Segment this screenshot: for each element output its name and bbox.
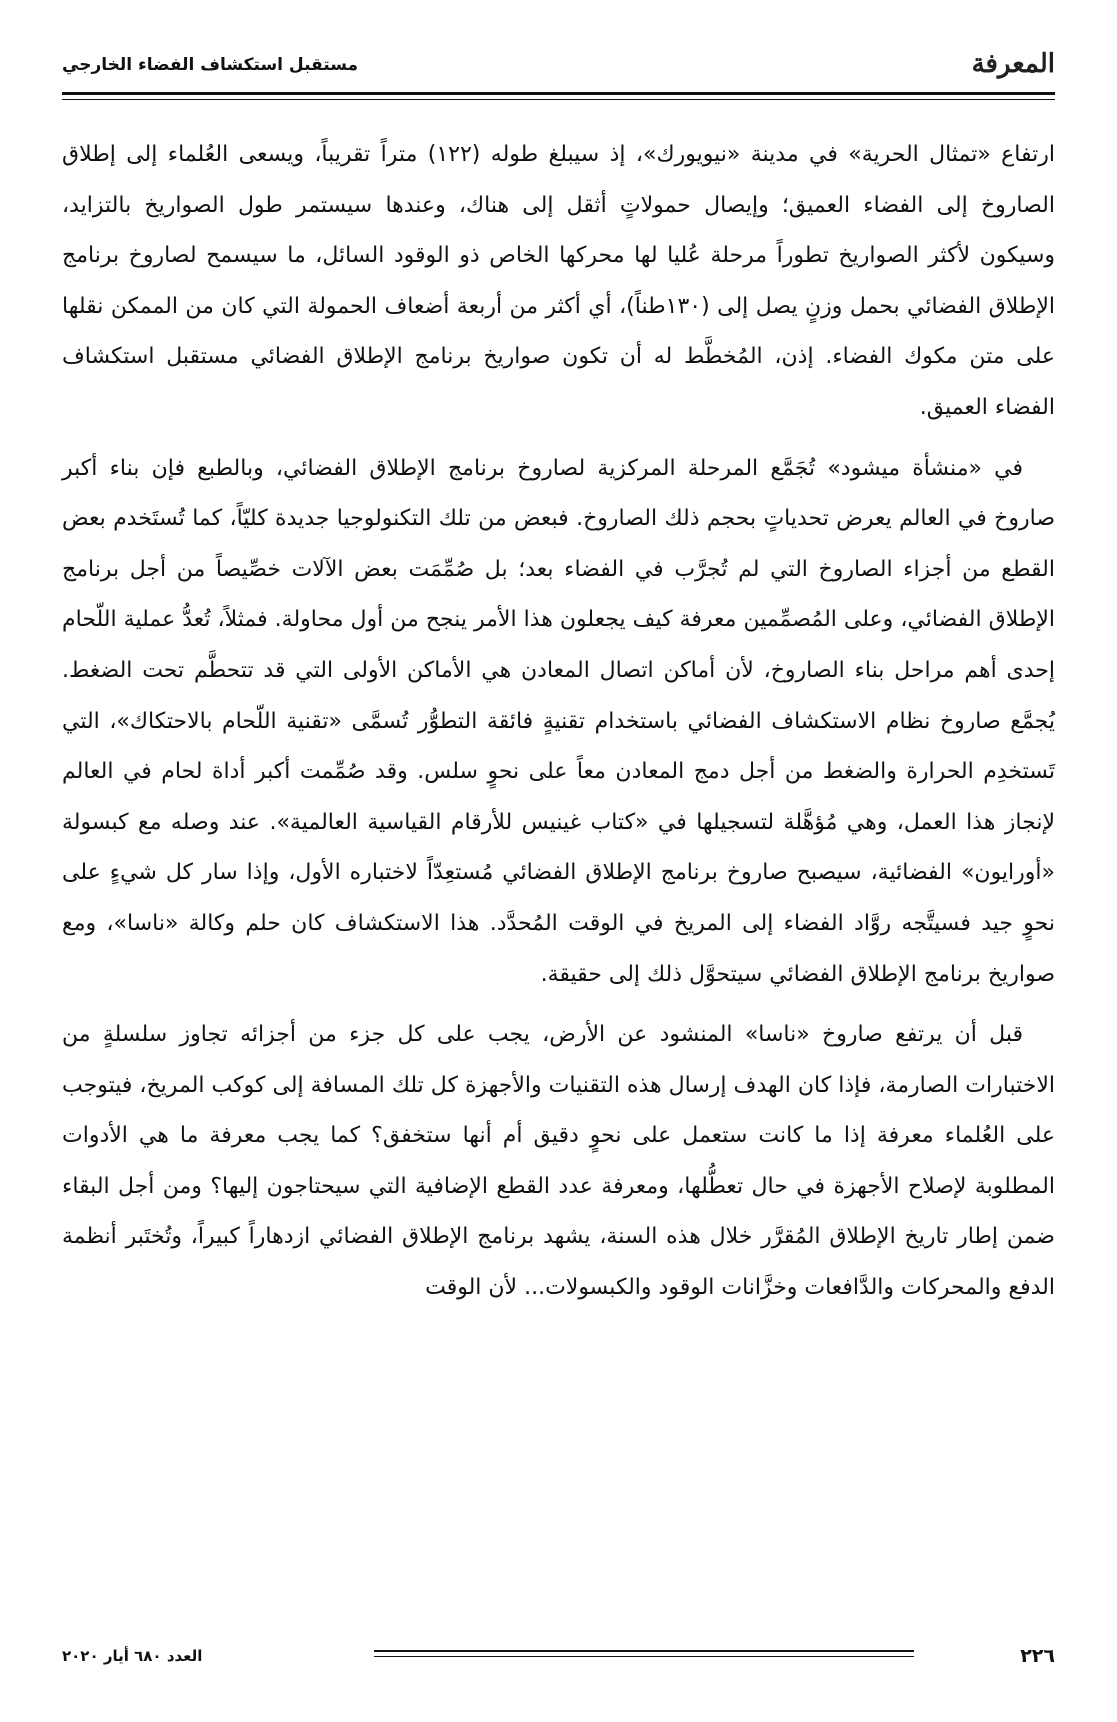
- magazine-logo: المعرفة: [971, 49, 1055, 79]
- running-title: مستقبل استكشاف الفضاء الخارجي: [62, 55, 359, 75]
- paragraph-3: قبل أن يرتفع صاروخ «ناسا» المنشود عن الأرض، يجب على كل جزء من أجزائه تجاوز سلسلةٍ من الاختبارات الصارمة، فإذا كان الهدف إرسال هذه التقنيات والأجهزة كل تلك المسافة إلى كوكب المريخ، فيتوجب على العُلماء معرفة إذا ما كانت ستعمل على نحوٍ دقيق أم أنها ستخفق؟ كما يجب معرفة ما هي الأدوات المطلوبة لإصلاح الأجهزة في حال تعطُّلها، ومعرفة عدد القطع الإضافية التي سيحتاجون إليها؟ ومن أجل البقاء ضمن إطار تاريخ الإطلاق المُقرَّر خلال هذه السنة، يشهد برنامج الإطلاق الفضائي ازدهاراً كبيراً، وتُختَبر أنظمة الدفع والمحركات والدَّافعات وخزَّانات الوقود والكبسولات... لأن الوقت: [62, 1022, 1055, 1301]
- article-body: [62, 130, 1055, 1324]
- page-footer: [62, 1641, 1055, 1671]
- paragraph-2: في «منشأة ميشود» تُجَمَّع المرحلة المركزية لصاروخ برنامج الإطلاق الفضائي، وبالطبع فإن بناء أكبر صاروخ في العالم يعرض تحدياتٍ بحجم ذلك الصاروخ. فبعض من تلك التكنولوجيا جديدة كليّاً، كما تُستَخدم بعض القطع من أجزاء الصاروخ التي لم تُجرَّب في الفضاء بعد؛ بل صُمِّمَت بعض الآلات خصِّيصاً من أجل برنامج الإطلاق الفضائي، وعلى المُصمِّمين معرفة كيف يجعلون هذا الأمر ينجح من أول محاولة. فمثلاً، تُعدُّ عملية اللّحام إحدى أهم مراحل بناء الصاروخ، لأن أماكن اتصال المعادن هي الأماكن الأولى التي قد تتحطَّم تحت الضغط. يُجمَّع صاروخ نظام الاستكشاف الفضائي باستخدام تقنيةٍ فائقة التطوُّر تُسمَّى «تقنية اللّحام بالاحتكاك»، التي تَستخدِم الحرارة والضغط من أجل دمج المعادن معاً على نحوٍ سلس. وقد صُمِّمت أكبر أداة لحام في العالم لإنجاز هذا العمل، وهي مُؤهَّلة لتسجيلها في «كتاب غينيس للأرقام القياسية العالمية». عند وصله مع كبسولة «أورايون» الفضائية، سيصبح صاروخ برنامج الإطلاق الفضائي مُستعِدّاً لاختباره الأول، وإذا سار كل شيءٍ على نحوٍ جيد فسيتَّجه روَّاد الفضاء إلى المريخ في الوقت المُحدَّد. هذا الاستكشاف كان حلم وكالة «ناسا»، ومع صواريخ برنامج الإطلاق الفضائي سيتحوَّل ذلك إلى حقيقة.: [62, 455, 1055, 987]
- page-header: [62, 46, 1055, 86]
- issue-info: العدد ٦٨٠ أيار ٢٠٢٠: [62, 1647, 203, 1665]
- footer-rule-thin: [374, 1656, 914, 1657]
- footer-rule-thick: [374, 1650, 914, 1652]
- header-rule-thin: [62, 99, 1055, 100]
- page-number: ٢٢٦: [1020, 1645, 1055, 1667]
- paragraph-1: ارتفاع «تمثال الحرية» في مدينة «نيويورك»، إذ سيبلغ طوله (١٢٢) متراً تقريباً، ويسعى العُلماء إلى إطلاق الصاروخ إلى الفضاء العميق؛ وإيصال حمولاتٍ أثقل إلى هناك، وعندها سيستمر طول الصواريخ بالتزايد، وسيكون لأكثر الصواريخ تطوراً مرحلة عُليا لها محركها الخاص ذو الوقود السائل، ما سيسمح لصاروخ برنامج الإطلاق الفضائي بحمل وزنٍ يصل إلى (١٣٠طناً)، أي أكثر من أربعة أضعاف الحمولة التي كان من الممكن نقلها على متن مكوك الفضاء. إذن، المُخطَّط له أن تكون صواريخ برنامج الإطلاق الفضائي مستقبل استكشاف الفضاء العميق.: [62, 142, 1056, 420]
- header-rule-thick: [62, 92, 1055, 95]
